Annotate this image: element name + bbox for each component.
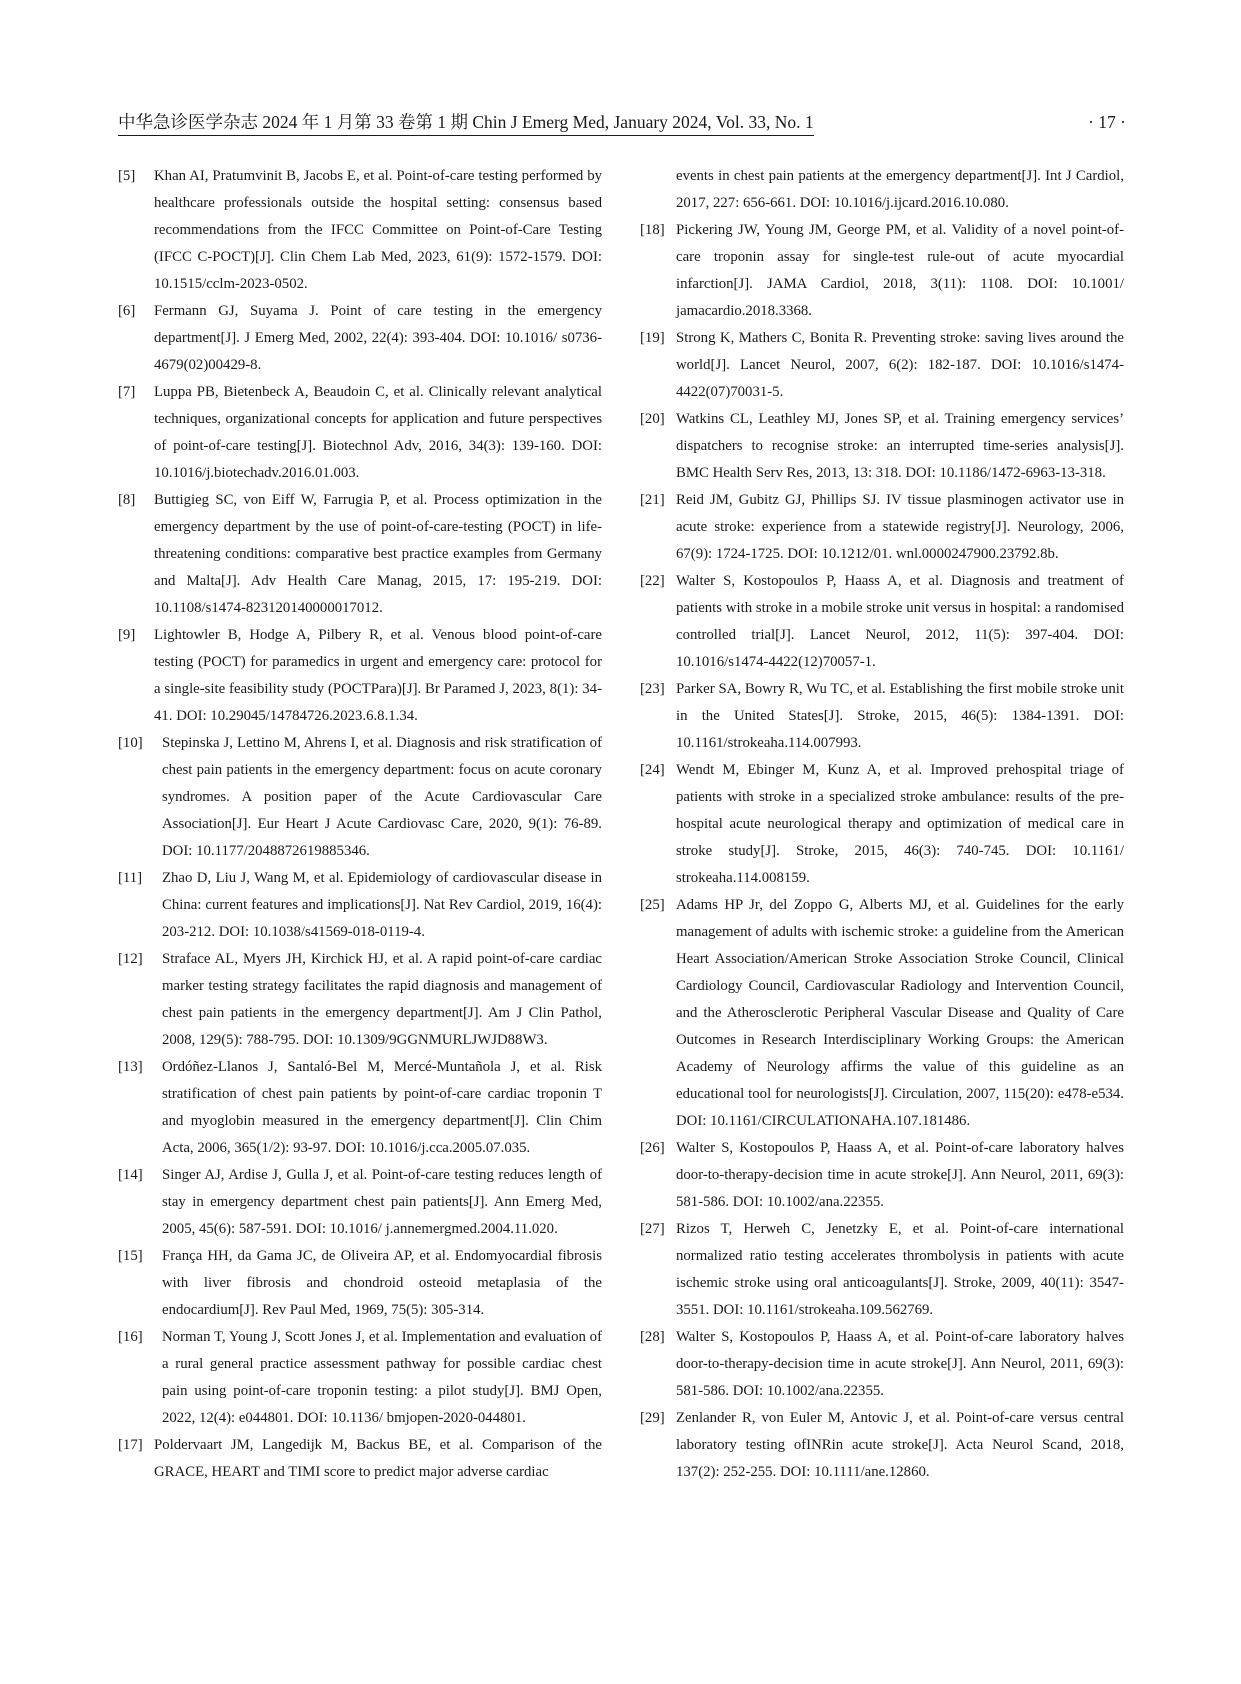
reference-item	[640, 1324, 1124, 1405]
reference-text: Walter S, Kostopoulos P, Haass A, et al. Point-of-care laboratory halves door-to-therapy-decision time in acute stroke[J]. Ann Neurol, 2011, 69(3): 581-586. DOI: 10.1002/ana.22355.	[676, 1140, 1124, 1210]
reference-number: [10]	[118, 735, 143, 751]
reference-item	[118, 1162, 602, 1243]
reference-item	[640, 1135, 1124, 1216]
reference-text: Zhao D, Liu J, Wang M, et al. Epidemiology of cardiovascular disease in China: current features and implications[J]. Nat Rev Cardiol, 2019, 16(4): 203-212. DOI: 10.1038/s41569-018-0119-4.	[162, 870, 602, 940]
reference-item	[118, 163, 602, 298]
reference-item	[640, 325, 1124, 406]
reference-number: [11]	[118, 870, 143, 886]
reference-item	[118, 946, 602, 1054]
reference-item	[640, 892, 1124, 1135]
reference-item-continued	[640, 163, 1124, 217]
reference-number: [23]	[640, 681, 665, 697]
page-number: · 17 ·	[1088, 112, 1126, 132]
reference-text: Walter S, Kostopoulos P, Haass A, et al. Diagnosis and treatment of patients with stroke in a mobile stroke unit versus in hospital: a randomised controlled trial[J]. Lancet Neurol, 2012, 11(5): 397-404. DOI: 10.1016/s1474-4422(12)70057-1.	[676, 573, 1124, 670]
reference-number: [14]	[118, 1167, 143, 1183]
reference-text: França HH, da Gama JC, de Oliveira AP, et al. Endomyocardial fibrosis with liver fibrosis and chondroid osteoid metaplasia of the endocardium[J]. Rev Paul Med, 1969, 75(5): 305-314.	[162, 1248, 602, 1318]
reference-number: [16]	[118, 1329, 143, 1345]
page-header	[118, 110, 1126, 138]
reference-item	[118, 1432, 602, 1486]
reference-number: [18]	[640, 222, 665, 238]
reference-number: [22]	[640, 573, 665, 589]
reference-number: [21]	[640, 492, 665, 508]
reference-item	[118, 298, 602, 379]
reference-number	[640, 163, 676, 217]
reference-number: [9]	[118, 627, 136, 643]
reference-number: [20]	[640, 411, 665, 427]
reference-number: [7]	[118, 384, 136, 400]
reference-text: Rizos T, Herweh C, Jenetzky E, et al. Point-of-care international normalized ratio testing accelerates thrombolysis in patients with acute ischemic stroke using oral anticoagulants[J]. Stroke, 2009, 40(11): 3547-3551. DOI: 10.1161/strokeaha.109.562769.	[676, 1221, 1124, 1318]
reference-text: Wendt M, Ebinger M, Kunz A, et al. Improved prehospital triage of patients with stroke in a specialized stroke ambulance: results of the pre-hospital acute neurological therapy and optimization of medical care in stroke study[J]. Stroke, 2015, 46(3): 740-745. DOI: 10.1161/ strokeaha.114.008159.	[676, 762, 1124, 886]
reference-text: Khan AI, Pratumvinit B, Jacobs E, et al. Point-of-care testing performed by healthcare professionals outside the hospital setting: consensus based recommendations from the IFCC Committee on Point-of-Care Testing (IFCC C-POCT)[J]. Clin Chem Lab Med, 2023, 61(9): 1572-1579. DOI: 10.1515/cclm-2023-0502.	[154, 168, 602, 292]
reference-number: [29]	[640, 1410, 665, 1426]
reference-text: Zenlander R, von Euler M, Antovic J, et al. Point-of-care versus central laboratory testing ofINRin acute stroke[J]. Acta Neurol Scand, 2018, 137(2): 252-255. DOI: 10.1111/ane.12860.	[676, 1410, 1124, 1480]
reference-item	[640, 1405, 1124, 1486]
reference-text: Lightowler B, Hodge A, Pilbery R, et al. Venous blood point-of-care testing (POCT) for paramedics in urgent and emergency care: protocol for a single-site feasibility study (POCTPara)[J]. Br Paramed J, 2023, 8(1): 34-41. DOI: 10.29045/14784726.2023.6.8.1.34.	[154, 627, 602, 724]
reference-text: Watkins CL, Leathley MJ, Jones SP, et al. Training emergency services’ dispatchers to recognise stroke: an interrupted time-series analysis[J]. BMC Health Serv Res, 2013, 13: 318. DOI: 10.1186/1472-6963-13-318.	[676, 411, 1124, 481]
reference-item	[640, 487, 1124, 568]
reference-number: [19]	[640, 330, 665, 346]
reference-item	[640, 217, 1124, 325]
reference-text: Poldervaart JM, Langedijk M, Backus BE, et al. Comparison of the GRACE, HEART and TIMI score to predict major adverse cardiac	[154, 1437, 602, 1480]
reference-number: [6]	[118, 303, 136, 319]
reference-text: Reid JM, Gubitz GJ, Phillips SJ. IV tissue plasminogen activator use in acute stroke: experience from a statewide registry[J]. Neurology, 2006, 67(9): 1724-1725. DOI: 10.1212/01. wnl.0000247900.23792.8b.	[676, 492, 1124, 562]
reference-item	[118, 1054, 602, 1162]
reference-item	[640, 406, 1124, 487]
reference-text: Pickering JW, Young JM, George PM, et al. Validity of a novel point-of-care troponin assay for single-test rule-out of acute myocardial infarction[J]. JAMA Cardiol, 2018, 3(11): 1108. DOI: 10.1001/ jamacardio.2018.3368.	[676, 222, 1124, 319]
reference-item	[118, 730, 602, 865]
reference-number: [13]	[118, 1059, 143, 1075]
references-right-column	[640, 163, 1124, 1486]
reference-item	[640, 757, 1124, 892]
reference-text: Stepinska J, Lettino M, Ahrens I, et al. Diagnosis and risk stratification of chest pain patients in the emergency department: focus on acute coronary syndromes. A position paper of the Acute Cardiovascular Care Association[J]. Eur Heart J Acute Cardiovasc Care, 2020, 9(1): 76-89. DOI: 10.1177/2048872619885346.	[162, 735, 602, 859]
reference-item	[118, 487, 602, 622]
reference-number: [12]	[118, 951, 143, 967]
reference-text: Luppa PB, Bietenbeck A, Beaudoin C, et al. Clinically relevant analytical techniques, organizational concepts for application and future perspectives of point-of-care testing[J]. Biotechnol Adv, 2016, 34(3): 139-160. DOI: 10.1016/j.biotechadv.2016.01.003.	[154, 384, 602, 481]
reference-text: Norman T, Young J, Scott Jones J, et al. Implementation and evaluation of a rural general practice assessment pathway for possible cardiac chest pain using point-of-care troponin testing: a pilot study[J]. BMJ Open, 2022, 12(4): e044801. DOI: 10.1136/ bmjopen-2020-044801.	[162, 1329, 602, 1426]
reference-number: [25]	[640, 897, 665, 913]
reference-item	[118, 865, 602, 946]
reference-text: Adams HP Jr, del Zoppo G, Alberts MJ, et al. Guidelines for the early management of adults with ischemic stroke: a guideline from the American Heart Association/American Stroke Association Stroke Council, Clinical Cardiology Council, Cardiovascular Radiology and Intervention Council, and the Atherosclerotic Peripheral Vascular Disease and Quality of Care Outcomes in Research Interdisciplinary Working Groups: the American Academy of Neurology affirms the value of this guideline as an educational tool for neurologists[J]. Circulation, 2007, 115(20): e478-e534. DOI: 10.1161/CIRCULATIONAHA.107.181486.	[676, 897, 1124, 1129]
reference-number: [24]	[640, 762, 665, 778]
reference-item	[640, 676, 1124, 757]
reference-text: Singer AJ, Ardise J, Gulla J, et al. Point-of-care testing reduces length of stay in emergency department chest pain patients[J]. Ann Emerg Med, 2005, 45(6): 587-591. DOI: 10.1016/ j.annemergmed.2004.11.020.	[162, 1167, 602, 1237]
reference-number: [28]	[640, 1329, 665, 1345]
reference-item	[118, 1243, 602, 1324]
reference-item	[118, 379, 602, 487]
reference-text: Walter S, Kostopoulos P, Haass A, et al. Point-of-care laboratory halves door-to-therapy-decision time in acute stroke[J]. Ann Neurol, 2011, 69(3): 581-586. DOI: 10.1002/ana.22355.	[676, 1329, 1124, 1399]
running-head: 中华急诊医学杂志 2024 年 1 月第 33 卷第 1 期 Chin J Emerg Med, January 2024, Vol. 33, No. 1	[118, 110, 814, 136]
reference-number: [8]	[118, 492, 136, 508]
references-left-column	[118, 163, 602, 1486]
reference-text: Straface AL, Myers JH, Kirchick HJ, et al. A rapid point-of-care cardiac marker testing strategy facilitates the rapid diagnosis and management of chest pain patients in the emergency department[J]. Am J Clin Pathol, 2008, 129(5): 788-795. DOI: 10.1309/9GGNMURLJWJD88W3.	[162, 951, 602, 1048]
reference-text: events in chest pain patients at the emergency department[J]. Int J Cardiol, 2017, 227: 656-661. DOI: 10.1016/j.ijcard.2016.10.080.	[676, 168, 1124, 211]
reference-item	[640, 1216, 1124, 1324]
reference-item	[640, 568, 1124, 676]
reference-number: [17]	[118, 1437, 143, 1453]
reference-text: Ordóñez-Llanos J, Santaló-Bel M, Mercé-Muntañola J, et al. Risk stratification of chest pain patients by point-of-care cardiac troponin T and myoglobin measured in the emergency department[J]. Clin Chim Acta, 2006, 365(1/2): 93-97. DOI: 10.1016/j.cca.2005.07.035.	[162, 1059, 602, 1156]
reference-text: Strong K, Mathers C, Bonita R. Preventing stroke: saving lives around the world[J]. Lancet Neurol, 2007, 6(2): 182-187. DOI: 10.1016/s1474-4422(07)70031-5.	[676, 330, 1124, 400]
reference-number: [5]	[118, 168, 136, 184]
reference-number: [15]	[118, 1248, 143, 1264]
reference-number: [27]	[640, 1221, 665, 1237]
reference-item	[118, 622, 602, 730]
reference-text: Fermann GJ, Suyama J. Point of care testing in the emergency department[J]. J Emerg Med, 2002, 22(4): 393-404. DOI: 10.1016/ s0736-4679(02)00429-8.	[154, 303, 602, 373]
reference-item	[118, 1324, 602, 1432]
reference-number: [26]	[640, 1140, 665, 1156]
reference-text: Buttigieg SC, von Eiff W, Farrugia P, et al. Process optimization in the emergency department by the use of point-of-care-testing (POCT) in life-threatening conditions: comparative best practice examples from Germany and Malta[J]. Adv Health Care Manag, 2015, 17: 195-219. DOI: 10.1108/s1474-823120140000017012.	[154, 492, 602, 616]
reference-text: Parker SA, Bowry R, Wu TC, et al. Establishing the first mobile stroke unit in the United States[J]. Stroke, 2015, 46(5): 1384-1391. DOI: 10.1161/strokeaha.114.007993.	[676, 681, 1124, 751]
